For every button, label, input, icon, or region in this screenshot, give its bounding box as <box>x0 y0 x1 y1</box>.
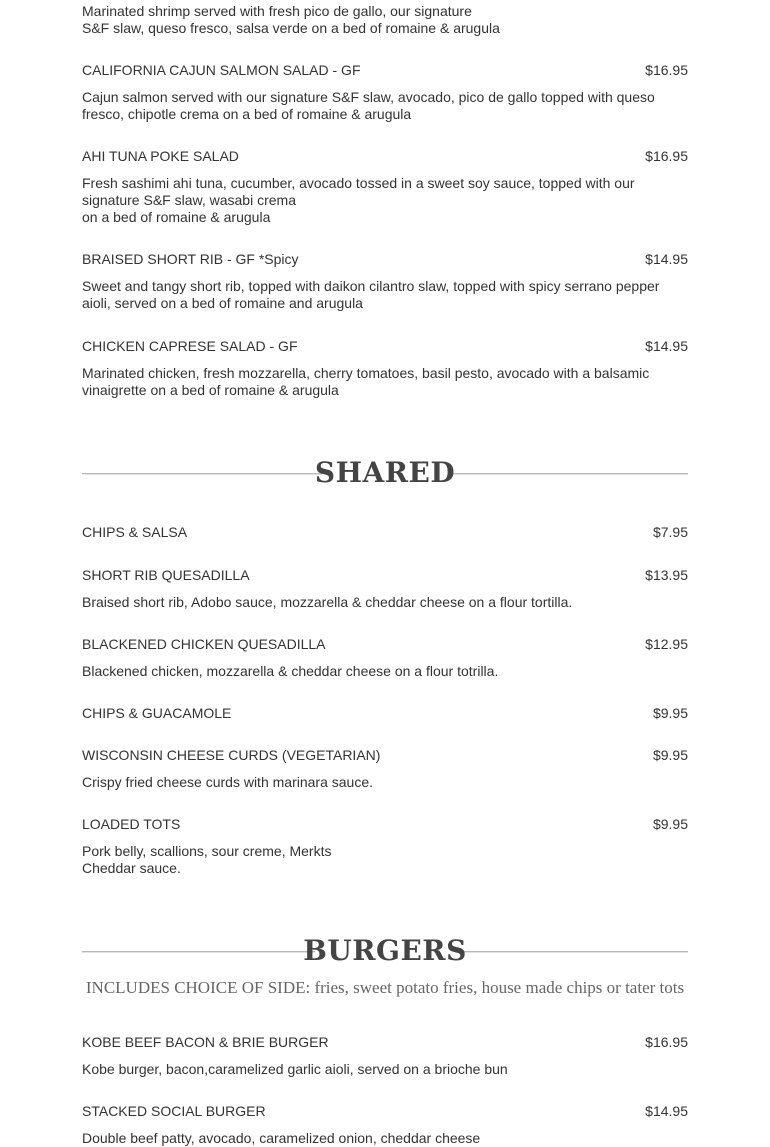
menu-item-name: LOADED TOTS <box>82 816 181 832</box>
menu-item-name: WISCONSIN CHEESE CURDS (VEGETARIAN) <box>82 747 381 763</box>
section-heading-shared <box>82 456 688 490</box>
menu-item-description: Crispy fried cheese curds with marinara sauce. <box>82 774 374 790</box>
menu-item-description: Pork belly, scallions, sour creme, Merkts Cheddar sauce. <box>82 843 332 876</box>
menu-item-description: Marinated chicken, fresh mozzarella, cherry tomatoes, basil pesto, avocado with a balsamic vinaigrette on a bed of romaine & arugula <box>82 365 650 398</box>
menu-item-description: Blackened chicken, mozzarella & cheddar cheese on a flour totrilla. <box>82 663 499 679</box>
menu-item-price: $14.95 <box>645 251 688 267</box>
menu-item-description: Sweet and tangy short rib, topped with daikon cilantro slaw, topped with spicy serrano pepper aioli, served on a bed of romaine and arugula <box>82 278 660 311</box>
menu-item-name: CHICKEN CAPRESE SALAD - GF <box>82 338 298 354</box>
menu-item-description: Fresh sashimi ahi tuna, cucumber, avocado tossed in a sweet soy sauce, topped with our signature S&F slaw, wasabi crema on a bed of romaine & arugula <box>82 175 635 225</box>
menu-item-description: Double beef patty, avocado, caramelized onion, cheddar cheese <box>82 1130 481 1146</box>
menu-item-name: CHIPS & GUACAMOLE <box>82 705 232 721</box>
menu-item-price: $16.95 <box>645 1034 688 1050</box>
menu-item-price: $16.95 <box>645 62 688 78</box>
menu-item-price: $16.95 <box>645 148 688 164</box>
menu-item-name: KOBE BEEF BACON & BRIE BURGER <box>82 1034 329 1050</box>
menu-item-name: BRAISED SHORT RIB - GF *Spicy <box>82 251 299 267</box>
menu-item-price: $9.95 <box>652 816 688 832</box>
section-subtitle: INCLUDES CHOICE OF SIDE: fries, sweet potato fries, house made chips or tater tots <box>85 978 685 997</box>
menu-item-price: $13.95 <box>645 567 688 583</box>
menu-item-price: $9.95 <box>652 705 688 721</box>
menu-item-price: $9.95 <box>652 747 688 763</box>
menu-item-price: $14.95 <box>645 338 688 354</box>
menu-item-description: Braised short rib, Adobo sauce, mozzarella & cheddar cheese on a flour tortilla. <box>82 594 573 610</box>
menu-item-price: $14.95 <box>645 1103 688 1119</box>
menu-item-price: $12.95 <box>645 636 688 652</box>
menu-item-name: AHI TUNA POKE SALAD <box>82 148 239 164</box>
menu-item-name: STACKED SOCIAL BURGER <box>82 1103 266 1119</box>
menu-item-name: CALIFORNIA CAJUN SALMON SALAD - GF <box>82 62 361 78</box>
menu-item-description: Kobe burger, bacon,caramelized garlic aioli, served on a brioche bun <box>82 1061 508 1077</box>
section-title: SHARED <box>314 456 456 489</box>
menu-item-price: $7.95 <box>652 524 688 540</box>
menu-item-description: Cajun salmon served with our signature S&F slaw, avocado, pico de gallo topped with queso fresco, chipotle crema on a bed of romaine & arugula <box>82 89 655 122</box>
menu-item-description: Marinated shrimp served with fresh pico de gallo, our signature S&F slaw, queso fresco, salsa verde on a bed of romaine & arugula <box>82 3 500 36</box>
menu-item-name: BLACKENED CHICKEN QUESADILLA <box>82 636 326 652</box>
menu-item-name: SHORT RIB QUESADILLA <box>82 567 250 583</box>
section-title: BURGERS <box>303 934 467 967</box>
section-heading-burgers <box>82 934 688 968</box>
menu-item-name: CHIPS & SALSA <box>82 524 188 540</box>
